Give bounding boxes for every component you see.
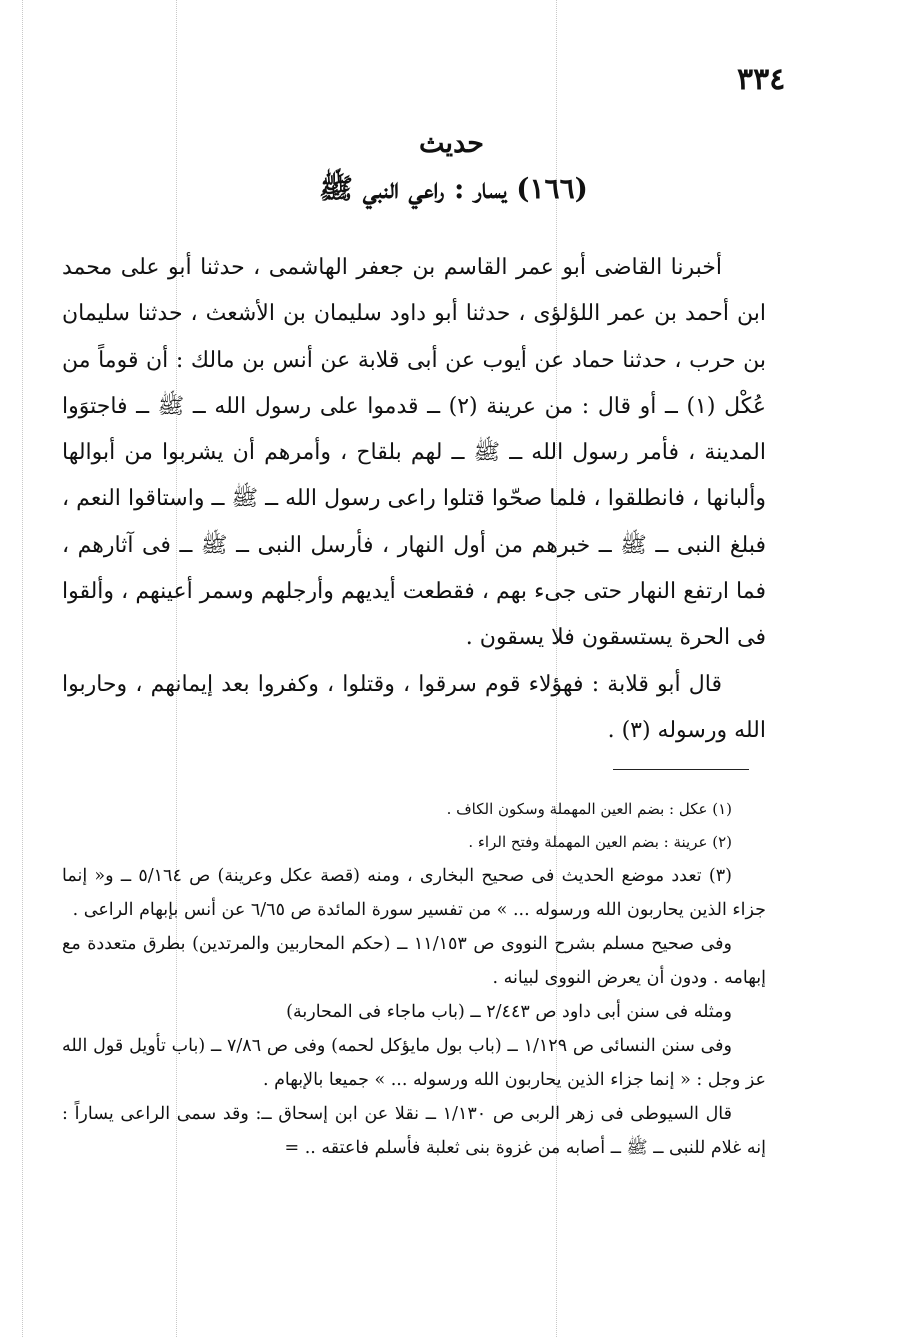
footnote-separator — [613, 769, 749, 770]
footnote: (٢) عرينة : بضم العين المهملة وفتح الراء . — [468, 833, 732, 851]
footnotes — [62, 793, 766, 1165]
section-label: حديث — [419, 128, 484, 159]
hadith-paragraph: قال أبو قلابة : فهؤلاء قوم سرقوا ، وقتلوا ، وكفروا بعد إيمانهم ، وحاربوا الله ورسوله (٣) . — [62, 671, 766, 743]
hadith-paragraph: أخبرنا القاضى أبو عمر القاسم بن جعفر الهاشمى ، حدثنا أبو على محمد ابن أحمد بن عمر اللؤلؤى ، حدثنا أبو داود سليمان بن الأشعث ، حدثنا سليمان بن حرب ، حدثنا حماد عن أيوب عن أبى قلابة عن أنس بن مالك : أن قوماً من عُكْل (١) ــ أو قال : من عرينة (٢) ــ قدموا على رسول الله ــ ﷺ ــ فاجتوَوا المدينة ، فأمر رسول الله ــ ﷺ ــ لهم بلقاح ، وأمرهم أن يشربوا من أبوالها وألبانها ، فانطلقوا ، فلما صحّوا قتلوا راعى رسول الله ــ ﷺ ــ واستاقوا النعم ، فبلغ النبى ــ ﷺ ــ خبرهم من أول النهار ، فأرسل النبى ــ ﷺ ــ فى آثارهم ، فما ارتفع النهار حتى جىء بهم ، فقطعت أيديهم وأرجلهم وسمر أعينهم ، وألقوا فى الحرة يستسقون فلا يسقون . — [62, 255, 767, 651]
footnote: وفى صحيح مسلم بشرح النووى ص ١١/١٥٣ ــ (حكم المحاربين والمرتدين) بطرق متعددة مع إبهامه . ودون أن يعرض النووى لبيانه . — [62, 934, 766, 988]
footnote: (٣) تعدد موضع الحديث فى صحيح البخارى ، ومنه (قصة عكل وعرينة) ص ٥/١٦٤ ــ و« إنما جزاء الذين يحاربون الله ورسوله ... » من تفسير سورة المائدة ص ٦/٦٥ عن أنس بإبهام الراعى . — [62, 866, 766, 920]
footnote: وفى سنن النسائى ص ١/١٢٩ ــ (باب بول مايؤكل لحمه) وفى ص ٧/٨٦ ــ (باب تأويل قول الله عز وجل : « إنما جزاء الذين يحاربون الله ورسوله ... » جميعا بالإبهام . — [62, 1036, 766, 1090]
footnote: ومثله فى سنن أبى داود ص ٢/٤٤٣ ــ (باب ماجاء فى المحاربة) — [286, 1002, 732, 1022]
footnote: قال السيوطى فى زهر الربى ص ١/١٣٠ ــ نقلا عن ابن إسحاق ــ: وقد سمى الراعى يساراً : إنه غلام للنبى ــ ﷺ ــ أصابه من غزوة بنى ثعلبة فأسلم فاعتقه .. = — [62, 1104, 766, 1158]
page-number: ٣٣٤ — [737, 62, 786, 97]
hadith-text — [62, 245, 766, 754]
hadith-title: (١٦٦) يسار : راعي النبي ﷺ — [319, 172, 588, 205]
footnote: (١) عكل : بضم العين المهملة وسكون الكاف . — [446, 800, 732, 818]
